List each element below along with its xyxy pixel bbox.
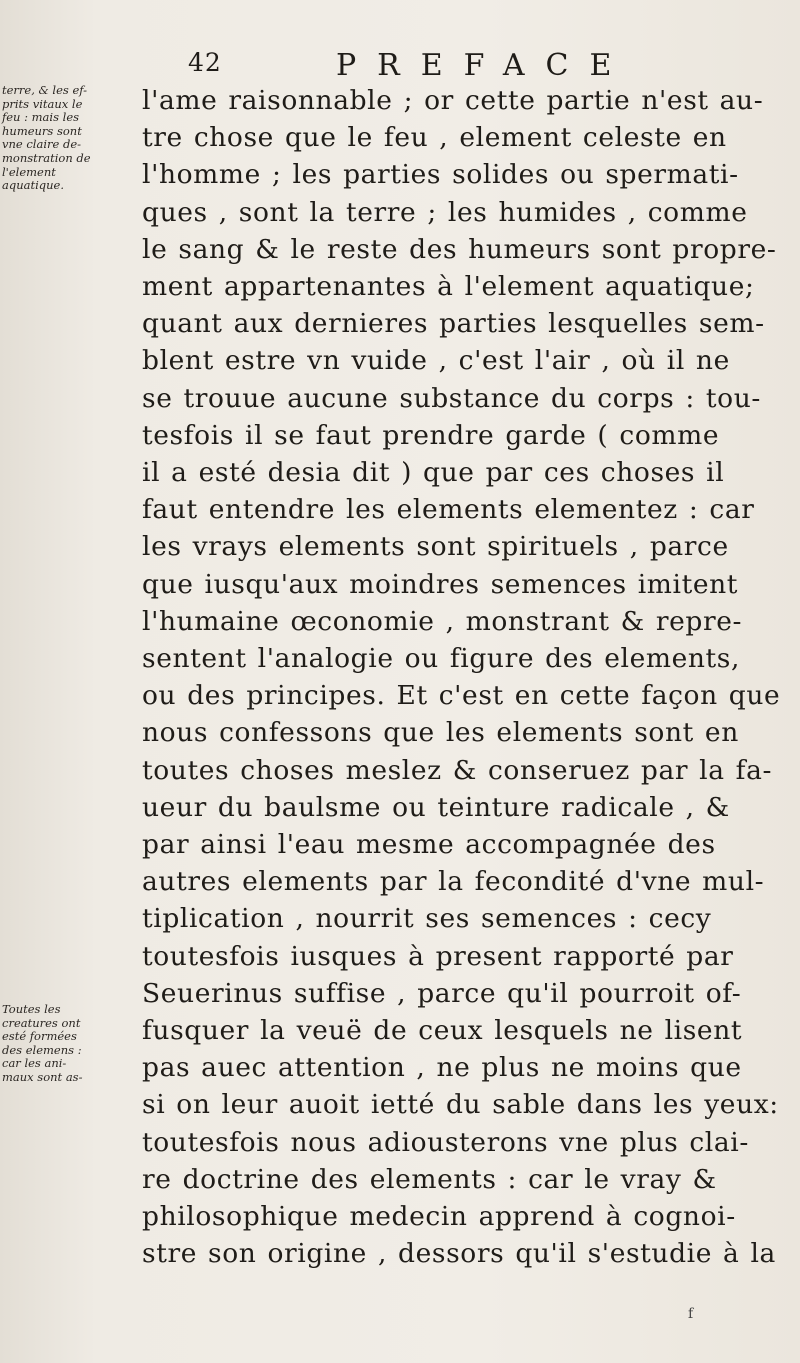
text-line: toutesfois iusques à present rapporté par — [142, 940, 734, 972]
text-line: tre chose que le feu , element celeste en — [142, 122, 727, 154]
margin-note-line: car les ani- — [2, 1056, 67, 1071]
text-line: sentent l'analogie ou figure des elements, — [142, 643, 741, 675]
text-line: ou des principes. Et c'est en cette façon que — [142, 680, 781, 712]
text-line: stre son origine , dessors qu'il s'estudie à la — [142, 1238, 776, 1270]
text-line: si on leur auoit ietté du sable dans les yeux: — [142, 1089, 779, 1121]
text-line: toutes choses meslez & conseruez par la fa- — [142, 754, 773, 786]
margin-note-line: feu : mais les — [2, 110, 80, 125]
text-line: quant aux dernieres parties lesquelles sem- — [142, 308, 765, 340]
text-line: tiplication , nourrit ses semences : cecy — [142, 903, 712, 935]
margin-note-bottom — [2, 1003, 122, 1085]
text-line: tesfois il se faut prendre garde ( comme — [142, 419, 720, 451]
text-line: toutesfois nous adiousterons vne plus clai- — [142, 1126, 749, 1158]
text-line: faut entendre les elements elementez : car — [142, 494, 755, 526]
text-line: ueur du baulsme ou teinture radicale , & — [142, 791, 730, 823]
body-text — [142, 82, 782, 1273]
margin-note-line: creatures ont — [2, 1015, 81, 1030]
text-line: par ainsi l'eau mesme accompagnée des — [142, 829, 716, 861]
margin-note-line: des elemens : — [2, 1042, 82, 1057]
text-line: nous confessons que les elements sont en — [142, 717, 739, 749]
margin-note-line: vne claire de- — [2, 137, 82, 152]
margin-note-line: maux sont as- — [2, 1069, 83, 1084]
margin-note-line: aquatique. — [2, 178, 65, 193]
text-line: l'homme ; les parties solides ou spermati- — [142, 159, 739, 191]
page-number: 42 — [188, 48, 222, 77]
text-line: se trouue aucune substance du corps : tou- — [142, 382, 761, 414]
margin-note-line: monstration de — [2, 150, 91, 165]
text-line: pas auec attention , ne plus ne moins que — [142, 1052, 742, 1084]
margin-note-line: Toutes les — [2, 1002, 61, 1016]
text-line: re doctrine des elements : car le vray & — [142, 1163, 717, 1195]
text-line: l'humaine œconomie , monstrant & repre- — [142, 605, 743, 637]
running-title: PREFACE — [336, 48, 633, 83]
text-line: Seuerinus suffise , parce qu'il pourroit of- — [142, 977, 742, 1009]
text-line: autres elements par la fecondité d'vne mul- — [142, 866, 765, 898]
margin-note-top — [2, 84, 122, 193]
margin-note-line: terre, & les ef- — [2, 83, 88, 97]
catchword: f — [688, 1306, 694, 1322]
margin-note-line: prits vitaux le — [2, 96, 83, 111]
text-line: blent estre vn vuide , c'est l'air , où il ne — [142, 345, 730, 377]
text-line: que iusqu'aux moindres semences imitent — [142, 568, 739, 600]
text-line: ques , sont la terre ; les humides , comme — [142, 196, 748, 228]
text-line: fusquer la veuë de ceux lesquels ne lisent — [142, 1015, 743, 1047]
text-line: les vrays elements sont spirituels , parce — [142, 531, 729, 563]
text-line: l'ame raisonnable ; or cette partie n'est au- — [142, 85, 764, 116]
margin-note-line: humeurs sont — [2, 123, 82, 138]
text-line: il a esté desia dit ) que par ces choses il — [142, 457, 725, 489]
text-line: ment appartenantes à l'element aquatique; — [142, 271, 755, 303]
text-line: philosophique medecin apprend à cognoi- — [142, 1201, 736, 1233]
margin-note-line: esté formées — [2, 1029, 77, 1044]
text-line: le sang & le reste des humeurs sont propre- — [142, 233, 777, 265]
margin-note-line: l'element — [2, 164, 56, 179]
